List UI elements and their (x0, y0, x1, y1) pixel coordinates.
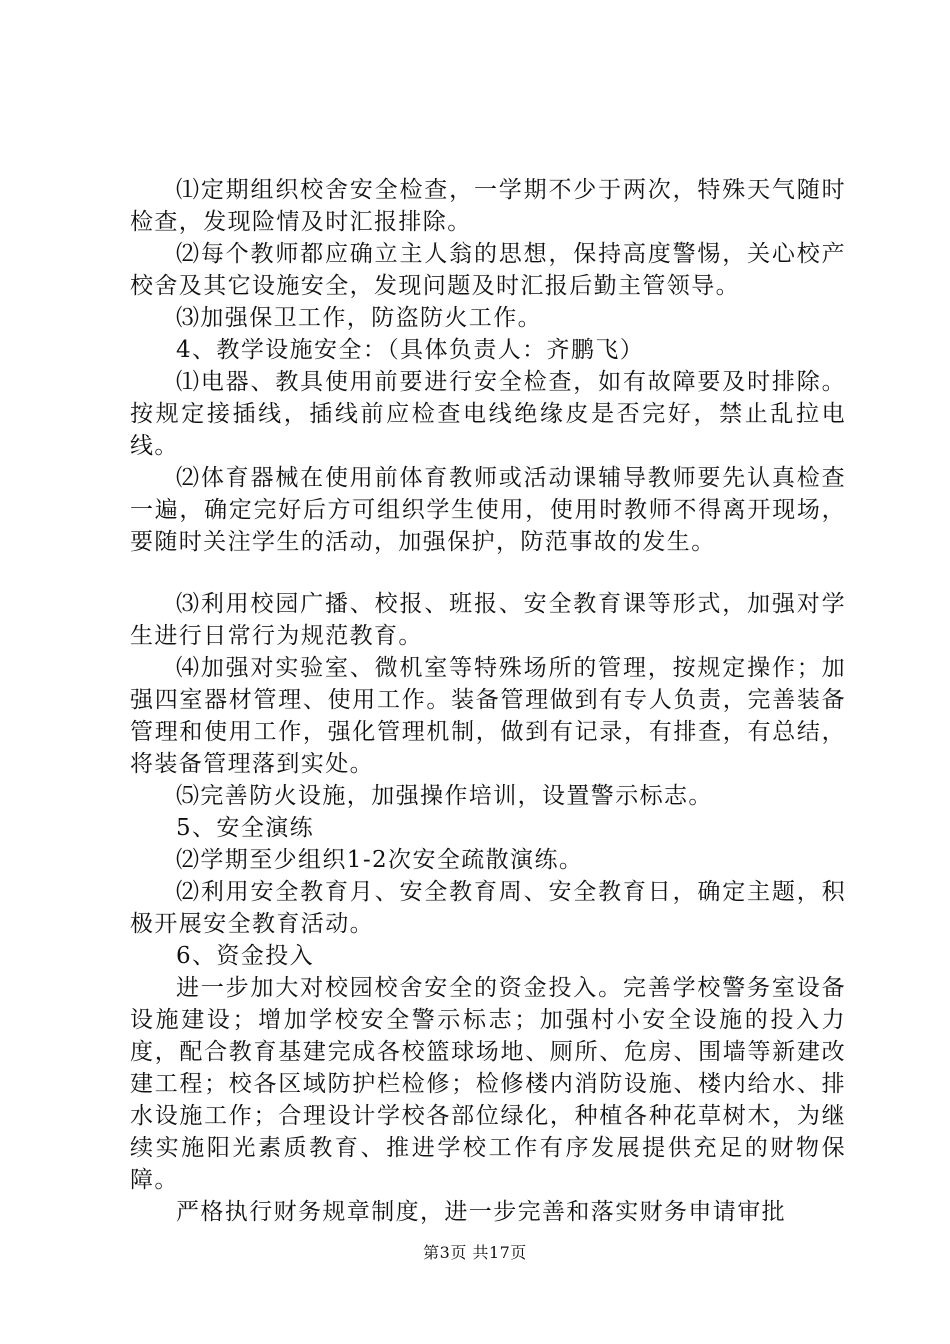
paragraph-safety-education: ⑵利用安全教育月、安全教育周、安全教育日，确定主题，积极开展安全教育活动。 (130, 879, 846, 937)
section-heading-funding: 6、资金投入 (176, 943, 315, 969)
section-heading-safety-drills: 5、安全演练 (176, 815, 315, 841)
paragraph-electrical-equipment: ⑴电器、教具使用前要进行安全检查，如有故障要及时排除。按规定接插线，插线前应检查电线绝缘皮是否完好，禁止乱拉电线。 (130, 369, 846, 459)
section-heading-teaching-facilities: 4、教学设施安全：（具体负责人：齐鹏飞） (176, 337, 645, 363)
paragraph-sports-equipment: ⑵体育器械在使用前体育教师或活动课辅导教师要先认真检查一遍，确定完好后方可组织学生使用，使用时教师不得离开现场，要随时关注学生的活动，加强保护，防范事故的发生。 (130, 465, 846, 555)
document-body (130, 174, 846, 1228)
paragraph-teacher-vigilance: ⑵每个教师都应确立主人翁的思想，保持高度警惕，关心校产校舍及其它设施安全，发现问题及时汇报后勤主管领导。 (130, 241, 846, 299)
page-number-footer: 第3页 共17页 (423, 1243, 527, 1262)
paragraph-fire-facilities: ⑸完善防火设施，加强操作培训，设置警示标志。 (176, 783, 713, 809)
paragraph-building-inspection: ⑴定期组织校舍安全检查，一学期不少于两次，特殊天气随时检查，发现险情及时汇报排除。 (130, 177, 846, 235)
paragraph-security-work: ⑶加强保卫工作，防盗防火工作。 (176, 305, 542, 331)
paragraph-finance-rules: 严格执行财务规章制度，进一步完善和落实财务申请审批 (176, 1199, 786, 1225)
paragraph-evacuation-drills: ⑵学期至少组织1-2次安全疏散演练。 (176, 847, 584, 873)
paragraph-funding-investment: 进一步加大对校园校舍安全的资金投入。完善学校警务室设备设施建设；增加学校安全警示标志；加强村小安全设施的投入力度，配合教育基建完成各校篮球场地、厕所、危房、围墙等新建改建工程；校各区域防护栏检修；检修楼内消防设施、楼内给水、排水设施工作；合理设计学校各部位绿化，种植各种花草树木，为继续实施阳光素质教育、推进学校工作有序发展提供充足的财物保障。 (130, 975, 846, 1193)
paragraph-lab-management: ⑷加强对实验室、微机室等特殊场所的管理，按规定操作；加强四室器材管理、使用工作。装备管理做到有专人负责，完善装备管理和使用工作，强化管理机制，做到有记录，有排查，有总结，将装备管理落到实处。 (130, 655, 846, 777)
paragraph-behavior-education: ⑶利用校园广播、校报、班报、安全教育课等形式，加强对学生进行日常行为规范教育。 (130, 591, 846, 649)
